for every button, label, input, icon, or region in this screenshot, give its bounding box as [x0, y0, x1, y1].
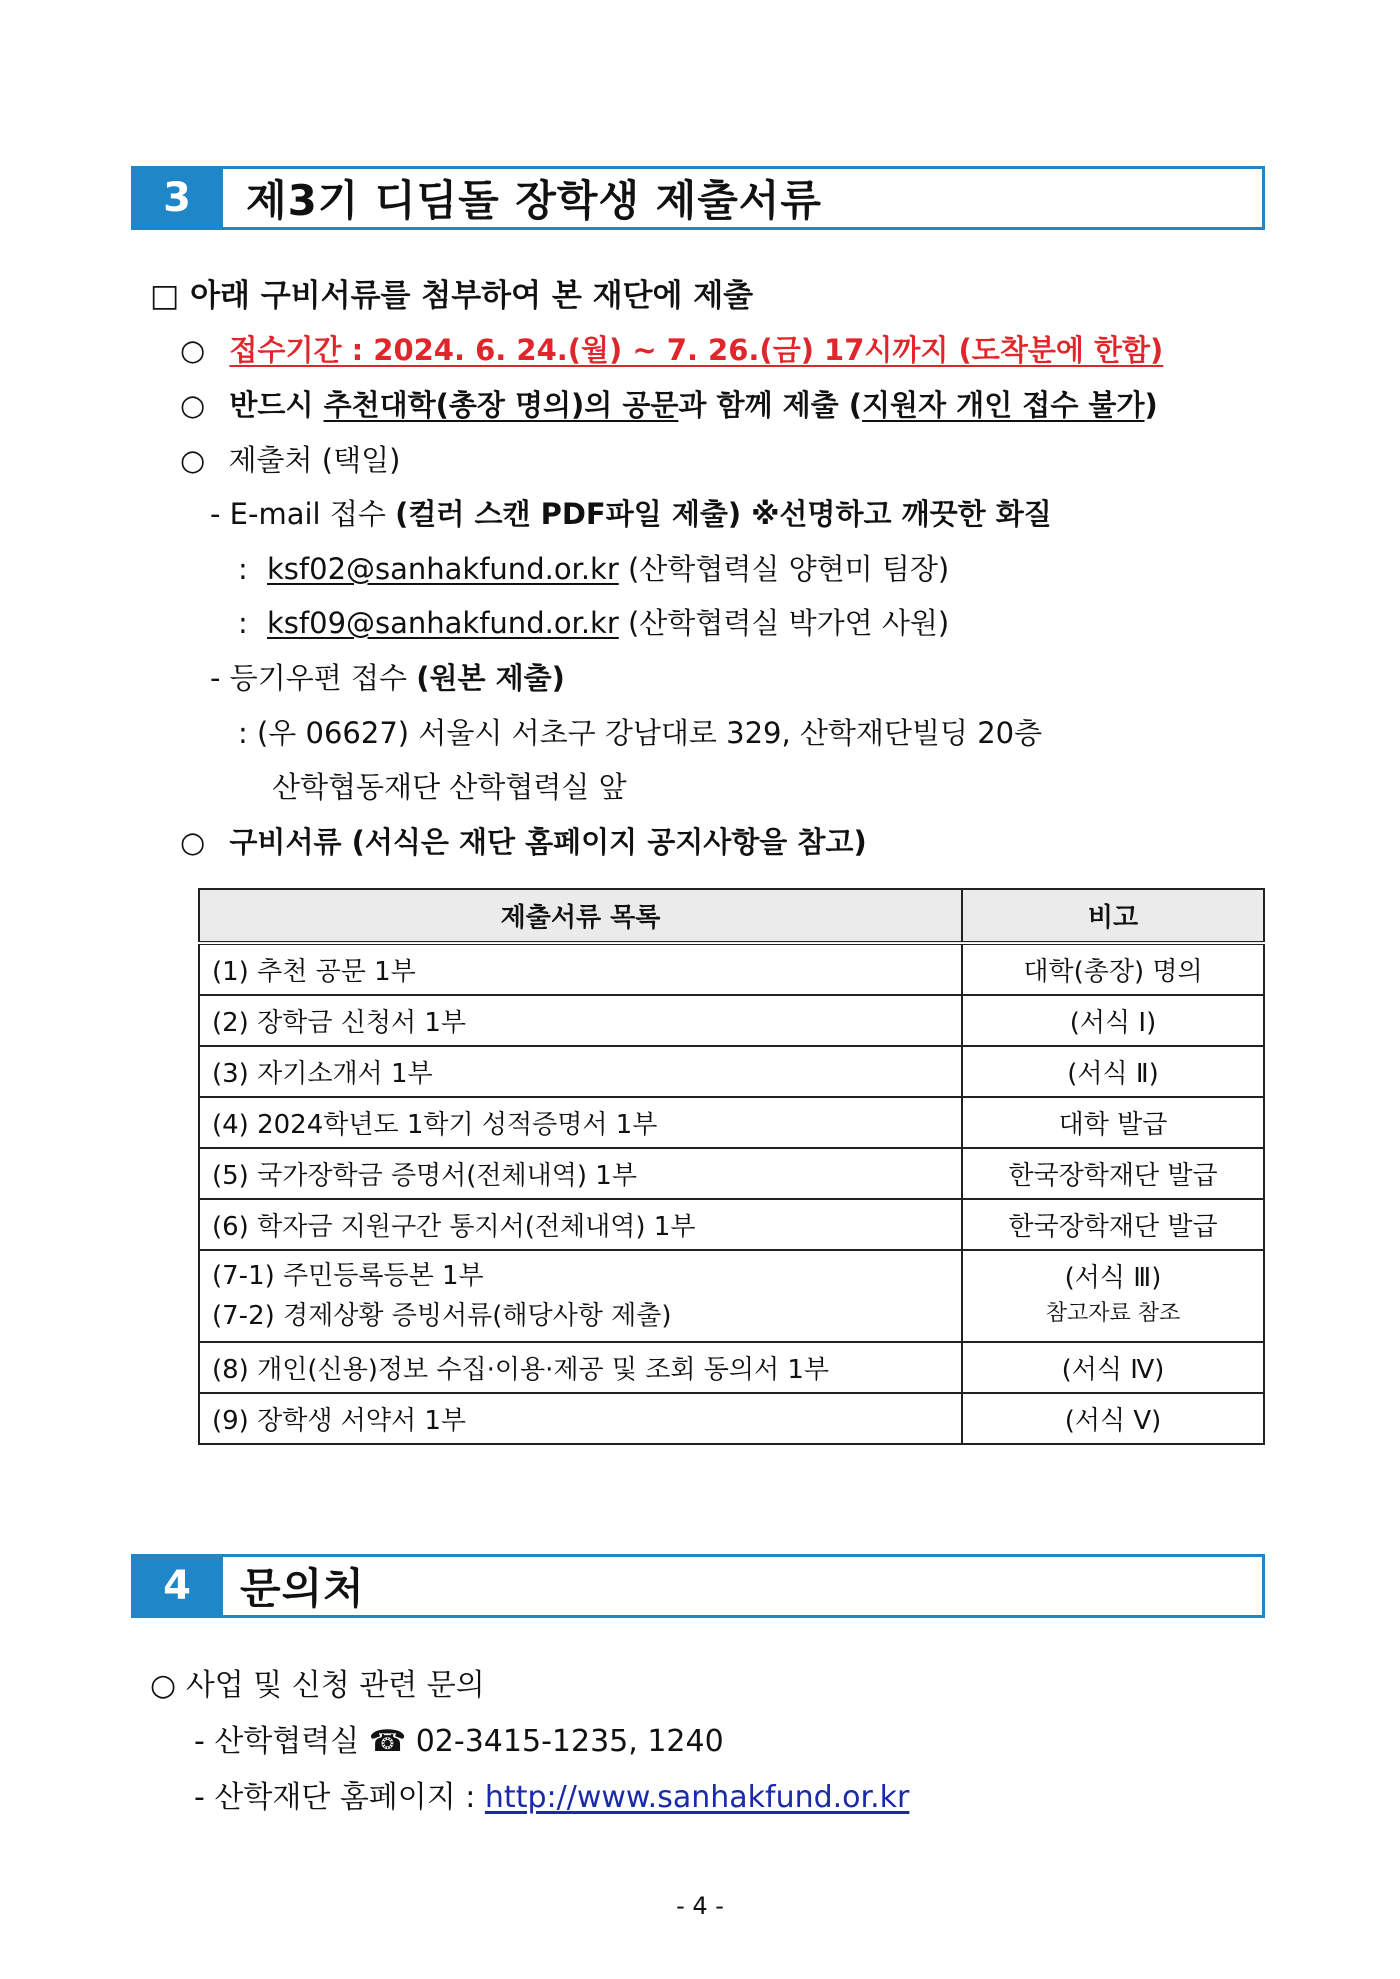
- must-text-1: 반드시: [229, 388, 324, 422]
- table-row-note: (서식 Ⅴ): [962, 1393, 1264, 1444]
- must-line: [180, 385, 1158, 425]
- must-text-3: 과 함께 제출 (: [678, 388, 863, 422]
- table-row: [199, 1250, 1264, 1342]
- where-text: 제출처 (택일): [228, 443, 401, 477]
- section-4-title: 문의처: [240, 1564, 365, 1613]
- table-row-note: [962, 1250, 1264, 1342]
- table-row: [199, 1097, 1264, 1148]
- email-1-line: [238, 549, 949, 589]
- docs-line: [180, 822, 867, 862]
- table-row: [199, 1199, 1264, 1250]
- must-text-5: ): [1144, 388, 1158, 422]
- inquiry-line: ○ 사업 및 신청 관련 문의: [150, 1668, 485, 1703]
- table-row-note: 한국장학재단 발급: [962, 1199, 1264, 1250]
- homepage-prefix: - 산학재단 홈페이지 :: [194, 1780, 485, 1815]
- table-row-note: 대학 발급: [962, 1097, 1264, 1148]
- phone-prefix: - 산학협력실: [194, 1724, 369, 1759]
- table-row-note-reference: 참고자료 참조: [1045, 1301, 1181, 1326]
- table-row-item: (1) 추천 공문 1부: [199, 943, 962, 995]
- email-line: [210, 494, 1052, 534]
- email-bold: (컬러 스캔 PDF파일 제출) ※선명하고 깨끗한 화질: [395, 497, 1052, 531]
- header-documents: 제출서류 목록: [199, 889, 962, 943]
- table-row-item: (8) 개인(신용)정보 수집·이용·제공 및 조회 동의서 1부: [199, 1342, 962, 1393]
- documents-table: [198, 888, 1265, 1445]
- must-text-2: 추천대학(총장 명의)의 공문: [323, 388, 679, 422]
- table-row-item-7-1: (7-1) 주민등록등본 1부: [212, 1261, 484, 1291]
- email-1-link[interactable]: ksf02@sanhakfund.or.kr: [267, 552, 619, 586]
- table-row-note: 대학(총장) 명의: [962, 943, 1264, 995]
- email-2-link[interactable]: ksf09@sanhakfund.or.kr: [267, 606, 619, 640]
- must-bullet: ○: [180, 388, 206, 422]
- table-row-item: [199, 1250, 962, 1342]
- table-row: [199, 1046, 1264, 1097]
- email-1-who: (산학협력실 양현미 팀장): [618, 552, 950, 586]
- where-line: [180, 440, 400, 480]
- email-2-colon: :: [238, 606, 248, 640]
- table-row: [199, 1393, 1264, 1444]
- section-3-header: [131, 166, 1265, 230]
- table-row: [199, 1148, 1264, 1199]
- table-row: [199, 995, 1264, 1046]
- table-row-item: (2) 장학금 신청서 1부: [199, 995, 962, 1046]
- phone-line: [194, 1722, 724, 1762]
- table-row-note: (서식 Ⅳ): [962, 1342, 1264, 1393]
- section-3-number: 3: [131, 166, 223, 230]
- table-row: [199, 943, 1264, 995]
- table-row: [199, 1342, 1264, 1393]
- email-1-colon: :: [238, 552, 248, 586]
- period-line: [180, 330, 1163, 370]
- must-text-4: 지원자 개인 접수 불가: [862, 388, 1145, 422]
- email-2-who: (산학협력실 박가연 사원): [618, 606, 950, 640]
- header-note: 비고: [962, 889, 1264, 943]
- page-number: - 4 -: [676, 1892, 724, 1920]
- table-row-item: (5) 국가장학금 증명서(전체내역) 1부: [199, 1148, 962, 1199]
- intro-line: □ 아래 구비서류를 첨부하여 본 재단에 제출: [150, 278, 754, 314]
- table-row-note: (서식 Ⅰ): [962, 995, 1264, 1046]
- table-row-note: 한국장학재단 발급: [962, 1148, 1264, 1199]
- homepage-line: [194, 1778, 909, 1818]
- table-row-note-form: (서식 Ⅲ): [1064, 1263, 1162, 1293]
- mail-bold: (원본 제출): [416, 661, 565, 695]
- table-row-note: (서식 Ⅱ): [962, 1046, 1264, 1097]
- table-row-item-7-2: (7-2) 경제상황 증빙서류(해당사항 제출): [212, 1301, 672, 1331]
- email-2-line: [238, 603, 949, 643]
- email-prefix: - E-mail 접수: [210, 497, 396, 531]
- period-bullet: ○: [180, 333, 206, 367]
- table-header-row: [199, 889, 1264, 943]
- docs-bullet: ○: [180, 825, 206, 859]
- period-text: 접수기간 : 2024. 6. 24.(월) ~ 7. 26.(금) 17시까지 (도착분에 한함): [229, 333, 1164, 367]
- phone-number: 02-3415-1235, 1240: [406, 1724, 724, 1759]
- where-bullet: ○: [180, 443, 206, 477]
- table-row-item: (3) 자기소개서 1부: [199, 1046, 962, 1097]
- mail-prefix: - 등기우편 접수: [210, 661, 417, 695]
- homepage-link[interactable]: http://www.sanhakfund.or.kr: [484, 1780, 910, 1815]
- address-line-1: : (우 06627) 서울시 서초구 강남대로 329, 산학재단빌딩 20층: [238, 716, 1043, 750]
- mail-line: [210, 658, 565, 698]
- table-row-item: (6) 학자금 지원구간 통지서(전체내역) 1부: [199, 1199, 962, 1250]
- section-3-title: 제3기 디딤돌 장학생 제출서류: [246, 176, 822, 225]
- section-4-number: 4: [131, 1554, 223, 1618]
- table-row-item: (4) 2024학년도 1학기 성적증명서 1부: [199, 1097, 962, 1148]
- docs-text: 구비서류 (서식은 재단 홈페이지 공지사항을 참고): [229, 825, 867, 859]
- address-line-2: 산학협동재단 산학협력실 앞: [272, 770, 627, 804]
- phone-icon: ☎: [368, 1724, 407, 1759]
- table-row-item: (9) 장학생 서약서 1부: [199, 1393, 962, 1444]
- section-4-header: [131, 1554, 1265, 1618]
